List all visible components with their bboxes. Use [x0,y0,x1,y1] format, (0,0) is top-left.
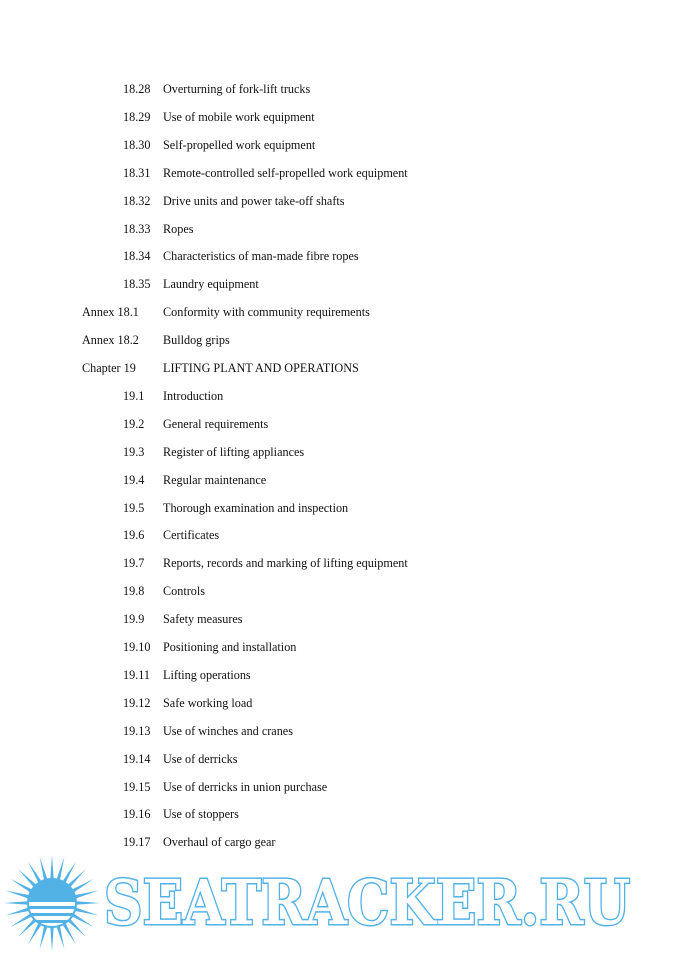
sun-ray [6,908,30,916]
toc-entry-number: 19.7 [123,556,145,571]
toc-entry-title: Use of stoppers [163,807,239,822]
toc-entry-number: Annex 18.1 [82,305,139,320]
toc-entry-title: Overhaul of cargo gear [163,835,276,850]
toc-entry-number: 19.13 [123,723,151,738]
toc-entry-number: 19.10 [123,640,151,654]
toc-entry-number: 19.4 [123,472,145,487]
toc-entry-title: Lifting operations [163,667,251,682]
toc-entry-title: Ropes [163,221,194,236]
toc-entry-number: 19.5 [123,500,145,515]
toc-entry-title: Bulldog grips [163,333,230,348]
toc-entry-number: 19.17 [123,835,151,850]
sun-ray [76,901,100,904]
toc-entry-title: Drive units and power take-off shafts [163,193,345,208]
toc-entry-number: 19.14 [123,751,151,766]
toc-entry-number: 19.9 [123,612,145,627]
sun-ray [50,927,53,951]
toc-entry-title: Introduction [163,388,224,403]
toc-entry-title: Overturning of fork-lift trucks [163,82,311,96]
toc-entry-number: 19.2 [123,416,145,431]
sun-logo-icon [0,853,110,953]
toc-entry-number: 19.12 [123,695,151,710]
sun-ray [50,855,53,879]
toc-entry-title: LIFTING PLANT AND OPERATIONS [163,361,359,375]
toc-entry-number: Chapter 19 [82,361,136,375]
watermark [0,845,675,955]
toc-entry-title: Positioning and installation [163,640,297,654]
sun-ray [57,857,65,881]
sun-ray [75,908,99,916]
sun-ray [57,926,65,950]
toc-entry-number: 18.30 [123,137,151,152]
sun-ray [75,891,99,899]
toc-entry-title: Conformity with community requirements [163,305,370,320]
toc-entry-number: 19.16 [123,807,151,822]
toc-entry-number: 18.34 [123,249,151,264]
toc-entry-title: Controls [163,584,205,599]
sun-ray [40,926,48,950]
toc-entry-title: Use of mobile work equipment [163,109,315,124]
toc-entry-number: 18.35 [123,277,151,292]
toc-entry-title: Regular maintenance [163,472,267,487]
toc-entry-title: Thorough examination and inspection [163,500,349,515]
sun-ray [4,901,28,904]
toc-entry-number: 19.1 [123,388,145,403]
toc-entry-title: Laundry equipment [163,277,259,292]
watermark-text: SEATRACKER.RU [104,866,631,939]
toc-entry-number: Annex 18.2 [82,333,139,348]
toc-entry-number: 18.33 [123,221,151,236]
toc-entry-number: 19.8 [123,584,145,599]
toc-entry-number: 18.29 [123,109,151,124]
toc-entry-title: Characteristics of man-made fibre ropes [163,249,359,264]
toc-entry-number: 18.32 [123,193,151,208]
toc-entry-title: Use of derricks in union purchase [163,779,328,794]
toc-entry-title: Remote-controlled self-propelled work equipment [163,165,408,180]
toc-entry-number: 19.6 [123,528,145,543]
sun-ray [6,891,30,899]
toc-entry-number: 19.11 [123,667,150,682]
toc-entry-title: Register of lifting appliances [163,444,305,459]
toc-entry-number: 19.3 [123,444,145,459]
toc-entry-title: Use of winches and cranes [163,723,293,738]
toc-entry-title: Safety measures [163,612,243,627]
toc-entry-title: Certificates [163,528,220,543]
toc-entry-number: 18.31 [123,165,151,180]
toc-entry-title: Use of derricks [163,751,238,766]
toc-entry-title: General requirements [163,416,269,431]
toc-entry-number: 19.15 [123,779,151,794]
toc-entry-title: Self-propelled work equipment [163,137,316,152]
toc-entry-number: 18.28 [123,82,151,96]
sun-ray [40,857,48,881]
toc-entry-title: Safe working load [163,695,253,710]
toc-entry-title: Reports, records and marking of lifting equipment [163,556,408,571]
